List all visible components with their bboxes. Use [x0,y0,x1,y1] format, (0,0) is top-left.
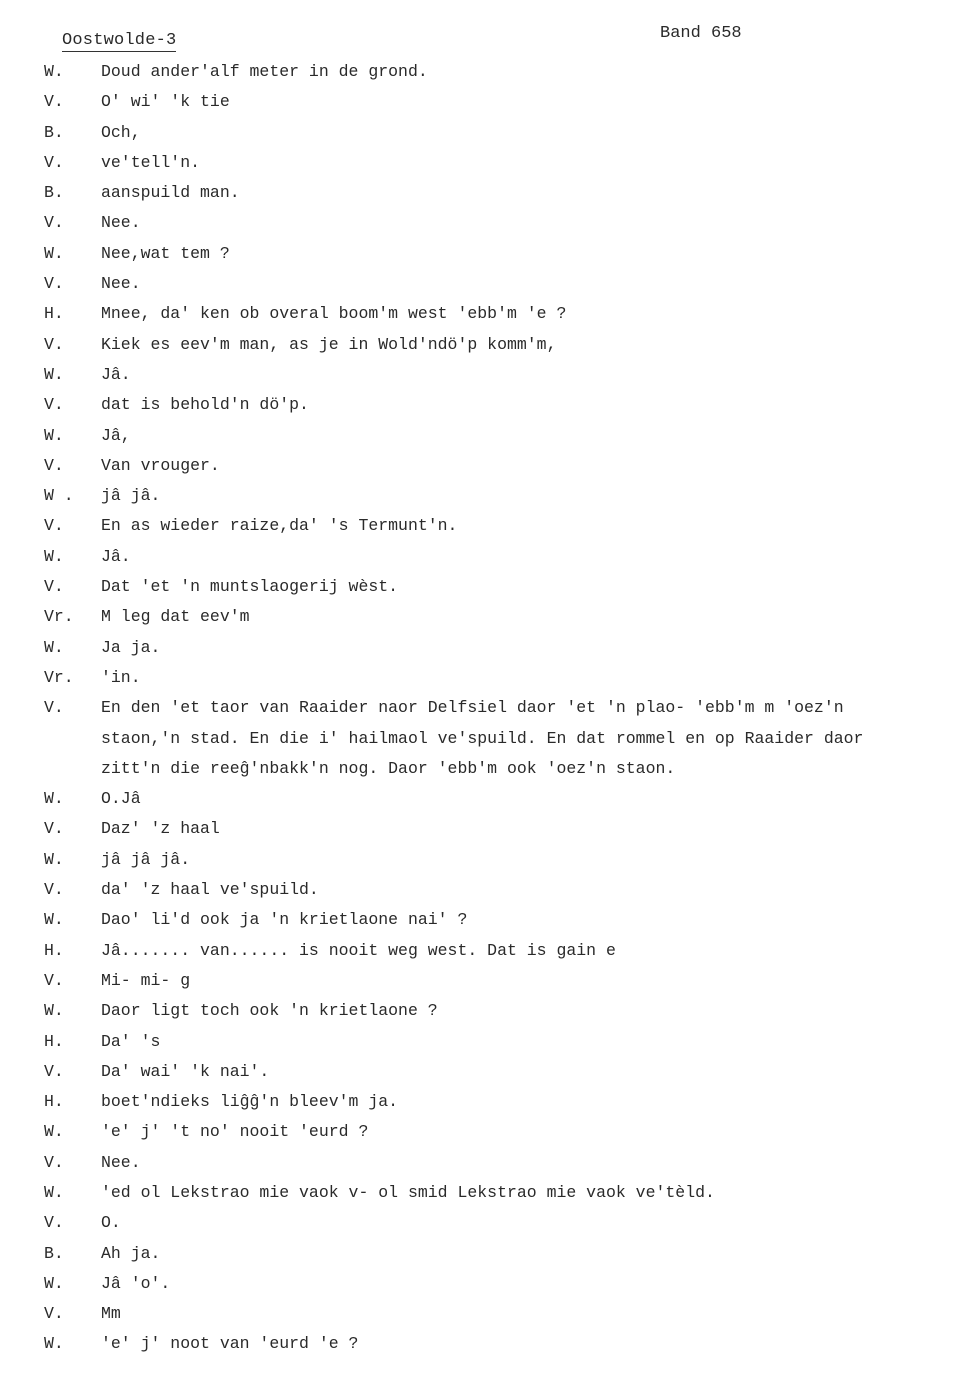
utterance-text: jâ jâ. [101,486,161,506]
transcript-line [0,784,973,814]
transcript-line [0,966,973,996]
speaker-label: V. [44,516,64,536]
utterance-text: En den 'et taor van Raaider naor Delfsiel daor 'et 'n plao- 'ebb'm m 'oez'n staon,'n stad. En die i' hailmaol ve'spuild. En dat rommel en op Raaider daor zitt'n die reeĝ'nbakk'n nog. Daor 'ebb'm ook 'oez'n staon. [101,698,864,778]
utterance-text: O. [101,1213,121,1233]
speaker-label: W. [44,1334,64,1354]
transcript-line [0,663,973,693]
speaker-label: B. [44,183,64,203]
speaker-label: W. [44,425,64,445]
transcript-line [0,481,973,511]
speaker-label: H. [44,304,64,324]
utterance-text: Dat 'et 'n muntslaogerij wèst. [101,577,399,597]
utterance-text: da' 'z haal ve'spuild. [101,880,319,900]
utterance-text: Jâ....... van...... is nooit weg west. Dat is gain e [101,940,616,960]
transcript-line [0,542,973,572]
utterance-text: boet'ndieks liĝĝ'n bleev'm ja. [101,1092,399,1112]
utterance-text: O.Jâ [101,789,141,809]
speaker-label: W. [44,1001,64,1021]
utterance-text: Doud ander'alf meter in de grond. [101,62,428,81]
transcript-line [0,814,973,844]
utterance-text: Nee. [101,274,141,294]
utterance-text: Nee. [101,213,141,233]
transcript-body [0,57,973,1360]
speaker-label: V. [44,577,64,597]
speaker-label: W. [44,546,64,566]
transcript-line [0,299,973,329]
speaker-label: W. [44,1122,64,1142]
speaker-label: W. [44,789,64,809]
speaker-label: W. [44,62,64,81]
transcript-line [0,1178,973,1208]
utterance-text: Daor ligt toch ook 'n krietlaone ? [101,1001,438,1021]
utterance-text: Mnee, da' ken ob overal boom'm west 'ebb'm 'e ? [101,304,567,324]
speaker-label: V. [44,819,64,839]
utterance-text: M leg dat eev'm [101,607,250,627]
transcript-line [0,511,973,541]
utterance-text: 'in. [101,667,141,687]
transcript-line [0,1208,973,1238]
transcript-line [0,1117,973,1147]
document-title: Oostwolde-3 [62,31,177,50]
speaker-label: V. [44,274,64,294]
transcript-line [0,239,973,269]
utterance-text: 'e' j' 't no' nooit 'eurd ? [101,1122,369,1142]
utterance-text: Daz' 'z haal [101,819,220,839]
transcript-line [0,330,973,360]
utterance-text: 'ed ol Lekstrao mie vaok v- ol smid Lekstrao mie vaok ve'tèld. [101,1182,715,1202]
speaker-label: W. [44,1273,64,1293]
speaker-label: V. [44,698,64,718]
speaker-label: V. [44,455,64,475]
speaker-label: V. [44,213,64,233]
speaker-label: V. [44,1213,64,1233]
utterance-text: Ah ja. [101,1243,161,1263]
utterance-text: Jâ, [101,425,131,445]
utterance-text: Jâ 'o'. [101,1273,171,1293]
speaker-label: W. [44,637,64,657]
utterance-text: aanspuild man. [101,183,240,203]
utterance-text: Och, [101,122,141,142]
transcript-line [0,178,973,208]
utterance-text: Kiek es eev'm man, as je in Wold'ndö'p komm'm, [101,334,557,354]
transcript-line [0,936,973,966]
speaker-label: V. [44,1304,64,1324]
utterance-text: Dao' li'd ook ja 'n krietlaone nai' ? [101,910,468,930]
transcript-line [0,57,973,87]
speaker-label: W . [44,486,74,506]
speaker-label: W. [44,243,64,263]
speaker-label: B. [44,1243,64,1263]
transcript-line [0,1329,973,1359]
utterance-text: Mi- mi- g [101,970,191,990]
utterance-text: Da' wai' 'k nai'. [101,1061,270,1081]
speaker-label: H. [44,940,64,960]
transcript-line [0,1269,973,1299]
transcript-line [0,693,973,784]
transcript-line [0,845,973,875]
speaker-label: H. [44,1031,64,1051]
utterance-text: Jâ. [101,364,131,384]
speaker-label: V. [44,880,64,900]
speaker-label: W. [44,1182,64,1202]
transcript-line [0,118,973,148]
utterance-text: Ja ja. [101,637,161,657]
utterance-text: Da' 's [101,1031,161,1051]
transcript-line [0,1027,973,1057]
transcript-line [0,905,973,935]
utterance-text: jâ jâ jâ. [101,849,191,869]
transcript-line [0,1148,973,1178]
speaker-label: W. [44,364,64,384]
transcript-line [0,875,973,905]
transcript-line [0,421,973,451]
utterance-text: Jâ. [101,546,131,566]
speaker-label: V. [44,1061,64,1081]
utterance-text: Mm [101,1304,121,1324]
speaker-label: V. [44,92,64,112]
speaker-label: B. [44,122,64,142]
transcript-line [0,148,973,178]
speaker-label: H. [44,1092,64,1112]
transcript-line [0,1299,973,1329]
speaker-label: Vr. [44,607,74,627]
speaker-label: Vr. [44,667,74,687]
speaker-label: V. [44,970,64,990]
transcript-line [0,1239,973,1269]
utterance-text: Nee,wat tem ? [101,243,230,263]
transcript-line [0,1057,973,1087]
utterance-text: ve'tell'n. [101,152,201,172]
transcript-line [0,633,973,663]
speaker-label: V. [44,395,64,415]
utterance-text: dat is behold'n dö'p. [101,395,309,415]
transcript-line [0,602,973,632]
speaker-label: W. [44,910,64,930]
speaker-label: V. [44,1152,64,1172]
transcript-line [0,572,973,602]
utterance-text: Van vrouger. [101,455,220,475]
transcript-line [0,269,973,299]
transcript-line [0,87,973,117]
speaker-label: W. [44,849,64,869]
transcript-line [0,996,973,1026]
speaker-label: V. [44,334,64,354]
band-number: Band 658 [660,24,742,43]
speaker-label: V. [44,152,64,172]
utterance-text: O' wi' 'k tie [101,92,230,112]
transcript-line [0,1087,973,1117]
transcript-line [0,390,973,420]
utterance-text: En as wieder raize,da' 's Termunt'n. [101,516,458,536]
utterance-text: 'e' j' noot van 'eurd 'e ? [101,1334,359,1354]
utterance-text: Nee. [101,1152,141,1172]
transcript-line [0,451,973,481]
transcript-line [0,208,973,238]
transcript-line [0,360,973,390]
